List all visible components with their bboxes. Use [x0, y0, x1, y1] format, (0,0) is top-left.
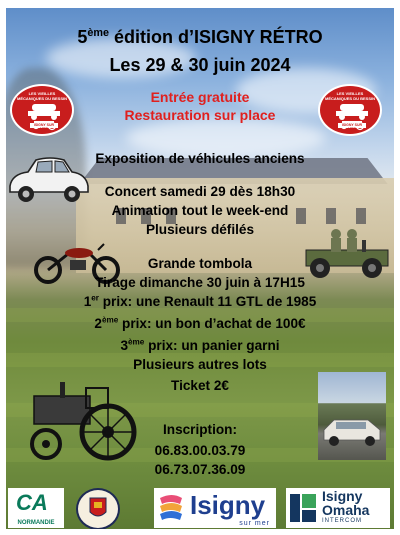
prize-rank-suffix: er: [91, 293, 99, 303]
prize-description: prix: une Renault 11 GTL de 1985: [98, 294, 317, 309]
animation-text: Animation tout le week-end: [111, 203, 289, 218]
club-badge-text: LES VIEILLES MÉCANIQUES DU BESSIN: [324, 91, 375, 101]
tombola-title: Grande tombola: [147, 256, 253, 271]
omaha-name-bottom: Omaha: [322, 502, 370, 518]
draw-time-text: Tirage dimanche 30 juin à 17H15: [95, 275, 305, 290]
registration-label: Inscription:: [162, 422, 237, 437]
edition-number: 5: [77, 27, 88, 47]
free-entry-text: Entrée gratuite: [150, 89, 250, 105]
catering-text: Restauration sur place: [124, 107, 276, 123]
omaha-name-top: Isigny: [322, 488, 363, 504]
second-prize-text: [6, 317, 394, 332]
prize-rank: 2: [94, 316, 102, 331]
first-prize-text: [6, 295, 394, 310]
isigny-omaha-intercom-logo: [286, 488, 390, 528]
event-poster: [6, 8, 394, 529]
registration-phone: 06.73.07.36.09: [154, 462, 246, 477]
isigny-omaha-mark-icon: [288, 490, 318, 526]
prize-rank-suffix: ème: [128, 337, 145, 347]
isigny-name: Isigny: [190, 490, 266, 520]
isigny-tagline: sur mer: [239, 520, 270, 527]
credit-agricole-logo: [8, 488, 64, 528]
edition-suffix: ème: [87, 27, 109, 39]
other-prizes-text: Plusieurs autres lots: [133, 357, 267, 372]
coat-of-arms-icon: [78, 490, 118, 528]
club-badge-strip: ISIGNY SUR MER: [30, 123, 58, 128]
edition-title-text: édition d’ISIGNY RÉTRO: [108, 27, 323, 47]
credit-agricole-region: NORMANDIE: [17, 520, 55, 526]
registration-phone: 06.83.00.03.79: [154, 443, 246, 458]
municipal-crest-logo: [76, 488, 120, 529]
isigny-swirl-icon: [156, 490, 186, 526]
sponsor-logos: [6, 486, 394, 529]
concert-text: Concert samedi 29 dès 18h30: [104, 184, 296, 199]
parades-text: Plusieurs défilés: [145, 222, 255, 237]
prize-description: prix: un bon d’achat de 100€: [118, 316, 306, 331]
ticket-price-text: Ticket 2€: [171, 378, 229, 393]
exhibition-text: Exposition de véhicules anciens: [95, 151, 305, 166]
credit-agricole-mark: CA: [16, 490, 48, 515]
isigny-logo: [154, 488, 276, 528]
prize-rank-suffix: ème: [101, 315, 119, 325]
club-badge-text: LES VIEILLES MÉCANIQUES DU BESSIN: [16, 91, 67, 101]
third-prize-text: [6, 339, 394, 354]
club-badge-strip: ISIGNY SUR MER: [338, 123, 366, 128]
omaha-tagline: INTERCOM: [322, 518, 362, 524]
prize-description: prix: un panier garni: [144, 338, 280, 353]
prize-rank: 1: [83, 294, 92, 309]
prize-rank: 3: [120, 338, 129, 353]
event-dates: Les 29 & 30 juin 2024: [109, 55, 291, 75]
event-title: [6, 28, 394, 48]
